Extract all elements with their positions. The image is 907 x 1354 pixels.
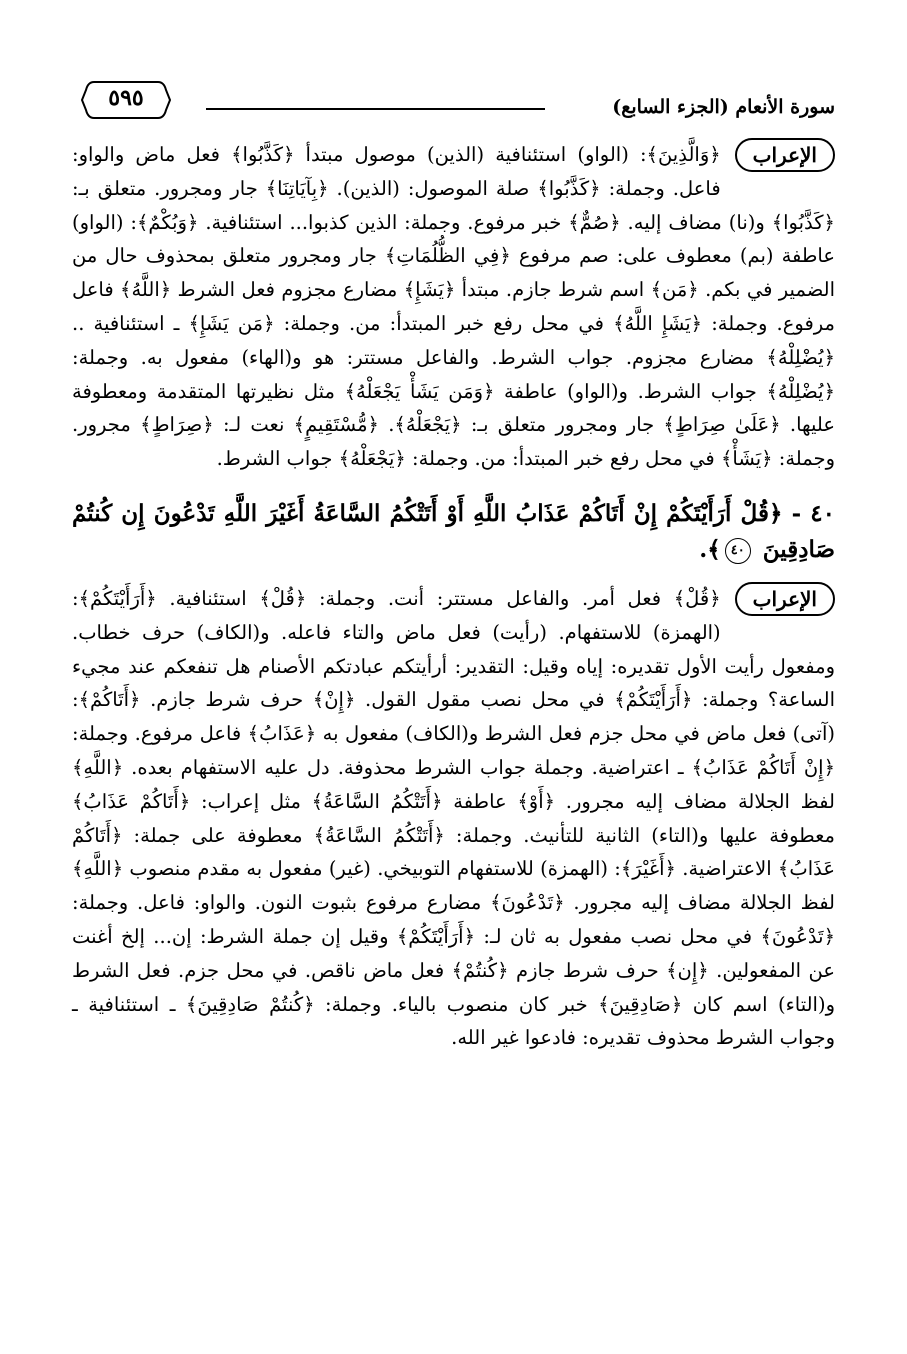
verse-closing: ﴾. [699,535,721,563]
irab-paragraph-1 [72,138,835,476]
irab-text-1: ﴿وَالَّذِينَ﴾: (الواو) استئنافية (الذين) موصول مبتدأ ﴿كَذَّبُوا﴾ فعل ماض والواو: فاعل. وجملة: ﴿كَذَّبُوا﴾ صلة الموصول: (الذين). ﴿بِآيَاتِنَا﴾ جار ومجرور. متعلق بـ: ﴿كَذَّبُوا﴾ و(نا) مضاف إليه. ﴿صُمٌّ﴾ خبر مرفوع. وجملة: الذين كذبوا... استئنافية. ﴿وَبُكْمٌ﴾: (الواو) عاطفة (بم) معطوف على: صم مرفوع ﴿فِي الظُّلُمَاتِ﴾ جار ومجرور متعلق بمحذوف حال من الضمير في بكم. ﴿مَن﴾ اسم شرط جازم. مبتدأ ﴿يَشَإِ﴾ مضارع مجزوم فعل الشرط ﴿اللَّهُ﴾ فاعل مرفوع. وجملة: ﴿يَشَإِ اللَّهُ﴾ في محل رفع خبر المبتدأ: من. وجملة: ﴿مَن يَشَإِ﴾ ـ استئنافية .. ﴿يُضْلِلْهُ﴾ مضارع مجزوم. جواب الشرط. والفاعل مستتر: هو و(الهاء) مفعول به. وجملة: ﴿يُضْلِلْهُ﴾ جواب الشرط. و(الواو) عاطفة ﴿وَمَن يَشَأْ يَجْعَلْهُ﴾ مثل نظيرتها المتقدمة ومعطوفة عليها. ﴿عَلَىٰ صِرَاطٍ﴾ جار ومجرور متعلق بـ: ﴿يَجْعَلْهُ﴾. ﴿مُّسْتَقِيمٍ﴾ نعت لـ: ﴿صِرَاطٍ﴾ مجرور. وجملة: ﴿يَشَأْ﴾ في محل رفع خبر المبتدأ: من. وجملة: ﴿يَجْعَلْهُ﴾ جواب الشرط. [72,143,835,471]
irab-badge-2: الإعراب [735,582,835,616]
page-content [72,138,835,1055]
quran-verse [72,496,835,568]
verse-number: ٤٠ [810,499,835,527]
page-header [72,66,835,138]
header-divider [206,108,545,110]
irab-paragraph-2 [72,582,835,1055]
irab-badge: الإعراب [735,138,835,172]
page-number-frame [80,78,172,122]
surah-title: سورة الأنعام (الجزء السابع) [612,96,835,118]
page-number: ٥٩٥ [108,85,144,111]
ayah-end-marker: ٤٠ [725,538,751,564]
irab-text-2: ﴿قُلْ﴾ فعل أمر. والفاعل مستتر: أنت. وجملة: ﴿قُلْ﴾ استئنافية. ﴿أَرَأَيْتَكُمْ﴾: (الهمزة) للاستفهام. (رأيت) فعل ماض والتاء فاعله. و(الكاف) حرف خطاب. ومفعول رأيت الأول تقديره: إياه وقيل: التقدير: أرأيتكم عبادتكم الأصنام هل تنفعكم عند مجيء الساعة؟ وجملة: ﴿أَرَأَيْتَكُمْ﴾ في محل نصب مقول القول. ﴿إِنْ﴾ حرف شرط جازم. ﴿أَتَاكُمْ﴾: (آتى) فعل ماض في محل جزم فعل الشرط و(الكاف) مفعول به ﴿عَذَابُ﴾ فاعل مرفوع. وجملة: ﴿إِنْ أَتَاكُمْ عَذَابُ﴾ ـ اعتراضية. وجملة جواب الشرط محذوفة. دل عليه الاستفهام بعده. ﴿اللَّهِ﴾ لفظ الجلالة مضاف إليه مجرور. ﴿أَوْ﴾ عاطفة ﴿أَتَتْكُمُ السَّاعَةُ﴾ مثل إعراب: ﴿أَتَاكُمْ عَذَابُ﴾ معطوفة عليها و(التاء) الثانية للتأنيث. وجملة: ﴿أَتَتْكُمُ السَّاعَةُ﴾ معطوفة على جملة: ﴿أَتَاكُمْ عَذَابُ﴾ الاعتراضية. ﴿أَغَيْرَ﴾: (الهمزة) للاستفهام التوبيخي. (غير) مفعول به مقدم منصوب ﴿اللَّهِ﴾ لفظ الجلالة مضاف إليه مجرور. ﴿تَدْعُونَ﴾ مضارع مرفوع بثبوت النون. والواو: فاعل. وجملة: ﴿تَدْعُونَ﴾ في محل نصب مفعول به ثان لـ: ﴿أَرَأَيْتَكُمْ﴾ وقيل إن جملة الشرط: إن... إلخ أغنت عن المفعولين. ﴿إِن﴾ حرف شرط جازم ﴿كُنتُمْ﴾ فعل ماض ناقص. في محل جزم. فعل الشرط و(التاء) اسم كان ﴿صَادِقِينَ﴾ خبر كان منصوب بالياء. وجملة: ﴿كُنتُمْ صَادِقِينَ﴾ ـ استئنافية ـ وجواب الشرط محذوف تقديره: فادعوا غير الله. [72,586,835,1050]
verse-text: - ﴿قُلْ أَرَأَيْتَكُمْ إِنْ أَتَاكُمْ عَذَابُ اللَّهِ أَوْ أَتَتْكُمُ السَّاعَةُ أَغَيْرَ اللَّهِ تَدْعُونَ إِن كُنتُمْ صَادِقِينَ [72,499,835,563]
